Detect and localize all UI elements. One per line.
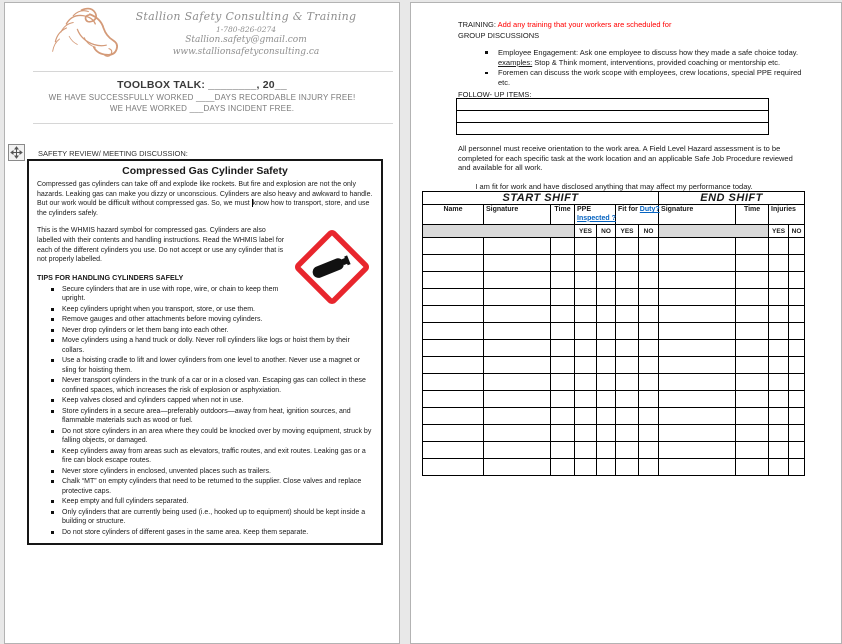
- empty-cell[interactable]: [639, 306, 659, 323]
- empty-cell[interactable]: [484, 323, 551, 340]
- tip-item: Chalk “MT” on empty cylinders that need to be returned to the supplier. Close valves and replace protective caps.: [50, 477, 373, 496]
- empty-cell[interactable]: [639, 357, 659, 374]
- empty-cell[interactable]: [457, 99, 769, 111]
- table-move-handle[interactable]: [8, 144, 25, 161]
- empty-cell[interactable]: [789, 255, 805, 272]
- col-injuries: Injuries: [769, 205, 805, 225]
- injuries-yes-header: YES: [769, 225, 789, 238]
- empty-cell[interactable]: [639, 442, 659, 459]
- tip-item: Keep empty and full cylinders separated.: [50, 497, 373, 507]
- shift-table-row: [423, 357, 805, 374]
- empty-cell[interactable]: [423, 272, 484, 289]
- empty-cell[interactable]: [736, 272, 769, 289]
- company-email: Stallion.safety@gmail.com: [185, 35, 307, 45]
- tip-item: Keep valves closed and cylinders capped when not in use.: [50, 396, 373, 406]
- discussion-item-text: Foremen can discuss the work scope with employees, crew locations, special PPE required etc.: [498, 68, 802, 88]
- empty-cell[interactable]: [639, 289, 659, 306]
- empty-cell[interactable]: [575, 238, 597, 255]
- empty-cell[interactable]: [484, 340, 551, 357]
- empty-cell[interactable]: [769, 340, 789, 357]
- empty-cell[interactable]: [639, 323, 659, 340]
- examples-label: examples:: [498, 57, 533, 67]
- safety-review-label: SAFETY REVIEW/ MEETING DISCUSSION:: [38, 149, 188, 158]
- tip-item: Do not store cylinders of different gases in the same area. Keep them separate.: [50, 528, 373, 538]
- shaded-cell: [659, 225, 769, 238]
- topic-title: Compressed Gas Cylinder Safety: [122, 165, 288, 177]
- empty-cell[interactable]: [659, 323, 736, 340]
- empty-cell[interactable]: [484, 442, 551, 459]
- empty-cell[interactable]: [789, 323, 805, 340]
- shift-table-row: [423, 425, 805, 442]
- training-note: Add any training that your workers are scheduled for: [497, 20, 672, 29]
- empty-cell[interactable]: [616, 323, 639, 340]
- empty-cell[interactable]: [423, 306, 484, 323]
- fit-for-duty-link[interactable]: Duty?: [639, 206, 660, 213]
- discussion-item: [484, 68, 804, 87]
- shift-table-row: [423, 255, 805, 272]
- tip-item: Do not store cylinders in an area where they could be knocked over by moving equipment, struck by falling objects, or damaged.: [50, 427, 373, 446]
- empty-cell[interactable]: [484, 238, 551, 255]
- follow-up-row: [457, 99, 769, 111]
- shift-table-row: [423, 391, 805, 408]
- empty-cell[interactable]: [736, 323, 769, 340]
- empty-cell[interactable]: [423, 238, 484, 255]
- empty-cell[interactable]: [659, 357, 736, 374]
- training-label: TRAINING:: [458, 20, 498, 29]
- empty-cell[interactable]: [639, 255, 659, 272]
- letterhead: [123, 10, 369, 58]
- empty-cell[interactable]: [639, 340, 659, 357]
- empty-cell[interactable]: [484, 357, 551, 374]
- empty-cell[interactable]: [769, 459, 789, 476]
- empty-cell[interactable]: [789, 272, 805, 289]
- empty-cell[interactable]: [789, 340, 805, 357]
- group-discussion-list: [484, 48, 804, 89]
- fit-for-label: Fit for: [618, 206, 640, 213]
- empty-cell[interactable]: [639, 391, 659, 408]
- empty-cell[interactable]: [597, 238, 616, 255]
- empty-cell[interactable]: [659, 238, 736, 255]
- col-signature: Signature: [484, 205, 551, 225]
- empty-cell[interactable]: [616, 306, 639, 323]
- divider: [33, 71, 393, 72]
- empty-cell[interactable]: [484, 374, 551, 391]
- training-line: [458, 20, 671, 30]
- empty-cell[interactable]: [769, 255, 789, 272]
- empty-cell[interactable]: [597, 272, 616, 289]
- empty-cell[interactable]: [736, 442, 769, 459]
- follow-up-row: [457, 111, 769, 123]
- tip-item: Never drop cylinders or let them bang into each other.: [50, 326, 373, 336]
- empty-cell[interactable]: [769, 374, 789, 391]
- discussion-item: [484, 48, 804, 67]
- shift-table-body: [423, 238, 805, 476]
- follow-up-items-table: [456, 98, 769, 135]
- shift-table-row: [423, 306, 805, 323]
- empty-cell[interactable]: [659, 289, 736, 306]
- empty-cell[interactable]: [597, 306, 616, 323]
- col-time: Time: [551, 205, 575, 225]
- shift-table-row: [423, 238, 805, 255]
- injuries-no-header: NO: [789, 225, 805, 238]
- empty-cell[interactable]: [639, 272, 659, 289]
- empty-cell[interactable]: [575, 442, 597, 459]
- company-website: www.stallionsafetyconsulting.ca: [172, 46, 320, 57]
- empty-cell[interactable]: [551, 340, 575, 357]
- orientation-note: All personnel must receive orientation to the work area. A Field Level Hazard assessment is to be completed for each specific task at the work location and an applicable Safe Job Procedure reviewed and available for all work.: [458, 144, 793, 173]
- examples-text: Stop & Think moment, interventions, provided coaching or mentorship etc.: [532, 57, 781, 67]
- fit-no-header: NO: [639, 225, 659, 238]
- empty-cell[interactable]: [616, 408, 639, 425]
- empty-cell[interactable]: [789, 425, 805, 442]
- empty-cell[interactable]: [551, 374, 575, 391]
- ppe-no-header: NO: [597, 225, 616, 238]
- empty-cell[interactable]: [423, 459, 484, 476]
- tip-item: Only cylinders that are currently being used (i.e., hooked up to equipment) should be kept inside a building or structure.: [50, 508, 373, 527]
- empty-cell[interactable]: [769, 238, 789, 255]
- topic-paragraph-1: [37, 180, 373, 218]
- empty-cell[interactable]: [616, 391, 639, 408]
- shift-table-row: [423, 442, 805, 459]
- shift-table-row: [423, 408, 805, 425]
- col-name: Name: [423, 205, 484, 225]
- follow-up-items-label: FOLLOW- UP ITEMS:: [458, 90, 532, 99]
- empty-cell[interactable]: [551, 238, 575, 255]
- empty-cell[interactable]: [659, 374, 736, 391]
- empty-cell[interactable]: [423, 255, 484, 272]
- toolbox-talk-block: [5, 78, 399, 114]
- empty-cell[interactable]: [423, 323, 484, 340]
- empty-cell[interactable]: [639, 238, 659, 255]
- tip-item: Never transport cylinders in the trunk of a car or in a closed van. Escaping gas can collect in these confined spaces, which increases the risk of explosion or asphyxiation.: [50, 376, 373, 395]
- empty-cell[interactable]: [423, 425, 484, 442]
- empty-cell[interactable]: [616, 289, 639, 306]
- bullet-icon: [485, 72, 488, 75]
- shift-table-row: [423, 459, 805, 476]
- end-shift-header: END SHIFT: [659, 192, 805, 205]
- fit-for-work-statement: I am fit for work and have disclosed anything that may affect my performance today.: [475, 182, 753, 191]
- empty-cell[interactable]: [484, 272, 551, 289]
- empty-cell[interactable]: [423, 391, 484, 408]
- empty-cell[interactable]: [597, 374, 616, 391]
- empty-cell[interactable]: [789, 459, 805, 476]
- shift-table-row: [423, 289, 805, 306]
- empty-cell[interactable]: [457, 123, 769, 135]
- empty-cell[interactable]: [423, 357, 484, 374]
- empty-cell[interactable]: [659, 391, 736, 408]
- empty-cell[interactable]: [736, 357, 769, 374]
- empty-cell[interactable]: [597, 442, 616, 459]
- empty-cell[interactable]: [423, 408, 484, 425]
- empty-cell[interactable]: [616, 374, 639, 391]
- empty-cell[interactable]: [423, 442, 484, 459]
- empty-cell[interactable]: [423, 374, 484, 391]
- discussion-item-line1: Employee Engagement: Ask one employee to discuss how they made a safe choice today.: [498, 48, 799, 57]
- bullet-icon: [485, 51, 488, 54]
- empty-cell[interactable]: [736, 340, 769, 357]
- whmis-paragraph-wrap: [37, 226, 373, 264]
- empty-cell[interactable]: [551, 391, 575, 408]
- empty-cell[interactable]: [484, 408, 551, 425]
- empty-cell[interactable]: [736, 459, 769, 476]
- empty-cell[interactable]: [659, 272, 736, 289]
- empty-cell[interactable]: [616, 255, 639, 272]
- empty-cell[interactable]: [551, 442, 575, 459]
- empty-cell[interactable]: [551, 306, 575, 323]
- empty-cell[interactable]: [769, 391, 789, 408]
- company-name: Stallion Safety Consulting & Training: [135, 10, 357, 23]
- empty-cell[interactable]: [789, 357, 805, 374]
- empty-cell[interactable]: [769, 357, 789, 374]
- empty-cell[interactable]: [769, 306, 789, 323]
- empty-cell[interactable]: [789, 306, 805, 323]
- empty-cell[interactable]: [551, 323, 575, 340]
- shift-table-row: [423, 323, 805, 340]
- empty-cell[interactable]: [639, 374, 659, 391]
- empty-cell[interactable]: [769, 425, 789, 442]
- move-icon: [11, 147, 22, 158]
- empty-cell[interactable]: [484, 306, 551, 323]
- discussion-item-line2: [498, 58, 804, 68]
- empty-cell[interactable]: [659, 340, 736, 357]
- empty-cell[interactable]: [484, 425, 551, 442]
- topic-box: [27, 159, 383, 545]
- tip-item: Keep cylinders away from areas such as elevators, traffic routes, and exit routes. Leaking gas or a fire can block escape routes.: [50, 447, 373, 466]
- empty-cell[interactable]: [575, 357, 597, 374]
- empty-cell[interactable]: [659, 255, 736, 272]
- empty-cell[interactable]: [639, 459, 659, 476]
- tip-item: Move cylinders using a hand truck or dolly. Never roll cylinders like logs or hoist them by their collars.: [50, 336, 373, 355]
- empty-cell[interactable]: [789, 374, 805, 391]
- col-fit-for-duty: [616, 205, 659, 225]
- empty-cell[interactable]: [659, 425, 736, 442]
- empty-cell[interactable]: [575, 425, 597, 442]
- empty-cell[interactable]: [769, 442, 789, 459]
- empty-cell[interactable]: [789, 238, 805, 255]
- empty-cell[interactable]: [789, 289, 805, 306]
- empty-cell[interactable]: [551, 408, 575, 425]
- empty-cell[interactable]: [551, 459, 575, 476]
- topic-paragraph-2: This is the WHMIS hazard symbol for compressed gas. Cylinders are also labelled with their contents and handling instructions. Read the WHMIS label for each of the different cylinders you use. Do not accept or use any cylinder that is not properly labelled.: [37, 227, 285, 264]
- start-shift-header: START SHIFT: [423, 192, 659, 205]
- empty-cell[interactable]: [597, 408, 616, 425]
- empty-cell[interactable]: [616, 442, 639, 459]
- empty-cell[interactable]: [575, 374, 597, 391]
- empty-cell[interactable]: [423, 289, 484, 306]
- empty-cell[interactable]: [639, 425, 659, 442]
- document-page-right: [410, 2, 842, 644]
- tips-heading: TIPS FOR HANDLING CYLINDERS SAFELY: [37, 272, 184, 282]
- document-page-left: [4, 2, 400, 644]
- tip-item: Remove gauges and other attachments before moving cylinders.: [50, 315, 373, 325]
- empty-cell[interactable]: [575, 272, 597, 289]
- shift-table-row: [423, 374, 805, 391]
- empty-cell[interactable]: [551, 289, 575, 306]
- group-discussions-label: GROUP DISCUSSIONS: [458, 31, 540, 40]
- empty-cell[interactable]: [597, 459, 616, 476]
- empty-cell[interactable]: [789, 391, 805, 408]
- empty-cell[interactable]: [736, 238, 769, 255]
- empty-cell[interactable]: [639, 408, 659, 425]
- empty-cell[interactable]: [616, 357, 639, 374]
- shift-table-row: [423, 340, 805, 357]
- paragraph-text: Compressed gas cylinders can take off and explode like rockets. But fire and explosion are not the only hazards. Leaking gas can make you dizzy or unconscious. Cylinders are also heavy and awkward to handle. But our work would be difficult without compressed gas. So, we must: [37, 181, 373, 208]
- paragraph-text: know how to transport, store, and use the cylinders safely.: [37, 200, 370, 217]
- empty-cell[interactable]: [659, 459, 736, 476]
- empty-cell[interactable]: [597, 323, 616, 340]
- empty-cell[interactable]: [423, 340, 484, 357]
- empty-cell[interactable]: [616, 425, 639, 442]
- follow-up-row: [457, 123, 769, 135]
- empty-cell[interactable]: [575, 255, 597, 272]
- tips-list: [37, 285, 373, 538]
- col-ppe-inspected: [575, 205, 616, 225]
- tip-item: Use a hoisting cradle to lift and lower cylinders from one level to another. Never use a magnet or sling for hoisting them.: [50, 356, 373, 375]
- empty-cell[interactable]: [575, 340, 597, 357]
- empty-cell[interactable]: [457, 111, 769, 123]
- empty-cell[interactable]: [551, 357, 575, 374]
- empty-cell[interactable]: [736, 306, 769, 323]
- empty-cell[interactable]: [659, 408, 736, 425]
- shift-table-row: [423, 272, 805, 289]
- empty-cell[interactable]: [616, 340, 639, 357]
- injury-free-line: WE HAVE SUCCESSFULLY WORKED ____DAYS RECORDABLE INJURY FREE!: [48, 93, 356, 102]
- empty-cell[interactable]: [769, 323, 789, 340]
- empty-cell[interactable]: [551, 425, 575, 442]
- empty-cell[interactable]: [616, 272, 639, 289]
- empty-cell[interactable]: [659, 442, 736, 459]
- empty-cell[interactable]: [575, 306, 597, 323]
- empty-cell[interactable]: [769, 289, 789, 306]
- empty-cell[interactable]: [575, 323, 597, 340]
- ppe-inspected-link[interactable]: Inspected ?: [577, 214, 616, 222]
- empty-cell[interactable]: [789, 408, 805, 425]
- tip-item: Never store cylinders in enclosed, unvented places such as trailers.: [50, 467, 373, 477]
- stallion-horse-logo: [45, 6, 129, 72]
- col-time-end: Time: [736, 205, 769, 225]
- shaded-cell: [423, 225, 575, 238]
- empty-cell[interactable]: [736, 391, 769, 408]
- empty-cell[interactable]: [769, 272, 789, 289]
- empty-cell[interactable]: [736, 408, 769, 425]
- empty-cell[interactable]: [575, 391, 597, 408]
- empty-cell[interactable]: [551, 272, 575, 289]
- empty-cell[interactable]: [575, 459, 597, 476]
- shift-sign-in-table: [422, 191, 805, 476]
- empty-cell[interactable]: [484, 459, 551, 476]
- company-phone: 1-780-826-0274: [215, 25, 277, 34]
- tip-item: Store cylinders in a secure area—preferably outdoors—away from heat, ignition sources, and flammable materials such as wood or fuel.: [50, 407, 373, 426]
- col-signature-end: Signature: [659, 205, 736, 225]
- empty-cell[interactable]: [575, 408, 597, 425]
- empty-cell[interactable]: [597, 289, 616, 306]
- empty-cell[interactable]: [597, 340, 616, 357]
- empty-cell[interactable]: [597, 357, 616, 374]
- empty-cell[interactable]: [616, 238, 639, 255]
- empty-cell[interactable]: [597, 391, 616, 408]
- empty-cell[interactable]: [597, 255, 616, 272]
- empty-cell[interactable]: [575, 289, 597, 306]
- empty-cell[interactable]: [736, 255, 769, 272]
- empty-cell[interactable]: [597, 425, 616, 442]
- follow-up-table-body: [457, 99, 769, 135]
- empty-cell[interactable]: [659, 306, 736, 323]
- tip-item: Keep cylinders upright when you transport, store, or use them.: [50, 305, 373, 315]
- ppe-yes-header: YES: [575, 225, 597, 238]
- empty-cell[interactable]: [769, 408, 789, 425]
- empty-cell[interactable]: [484, 255, 551, 272]
- empty-cell[interactable]: [736, 289, 769, 306]
- incident-free-line: WE HAVE WORKED ___DAYS INCIDENT FREE.: [109, 104, 295, 113]
- ppe-label: PPE: [577, 206, 592, 213]
- tip-item: Secure cylinders that are in use with rope, wire, or chain to keep them upright.: [50, 285, 373, 304]
- fit-yes-header: YES: [616, 225, 639, 238]
- empty-cell[interactable]: [736, 425, 769, 442]
- divider: [33, 123, 393, 124]
- empty-cell[interactable]: [484, 289, 551, 306]
- empty-cell[interactable]: [484, 391, 551, 408]
- empty-cell[interactable]: [736, 374, 769, 391]
- empty-cell[interactable]: [616, 459, 639, 476]
- empty-cell[interactable]: [789, 442, 805, 459]
- empty-cell[interactable]: [551, 255, 575, 272]
- toolbox-talk-title: TOOLBOX TALK: ________, 20__: [117, 79, 287, 91]
